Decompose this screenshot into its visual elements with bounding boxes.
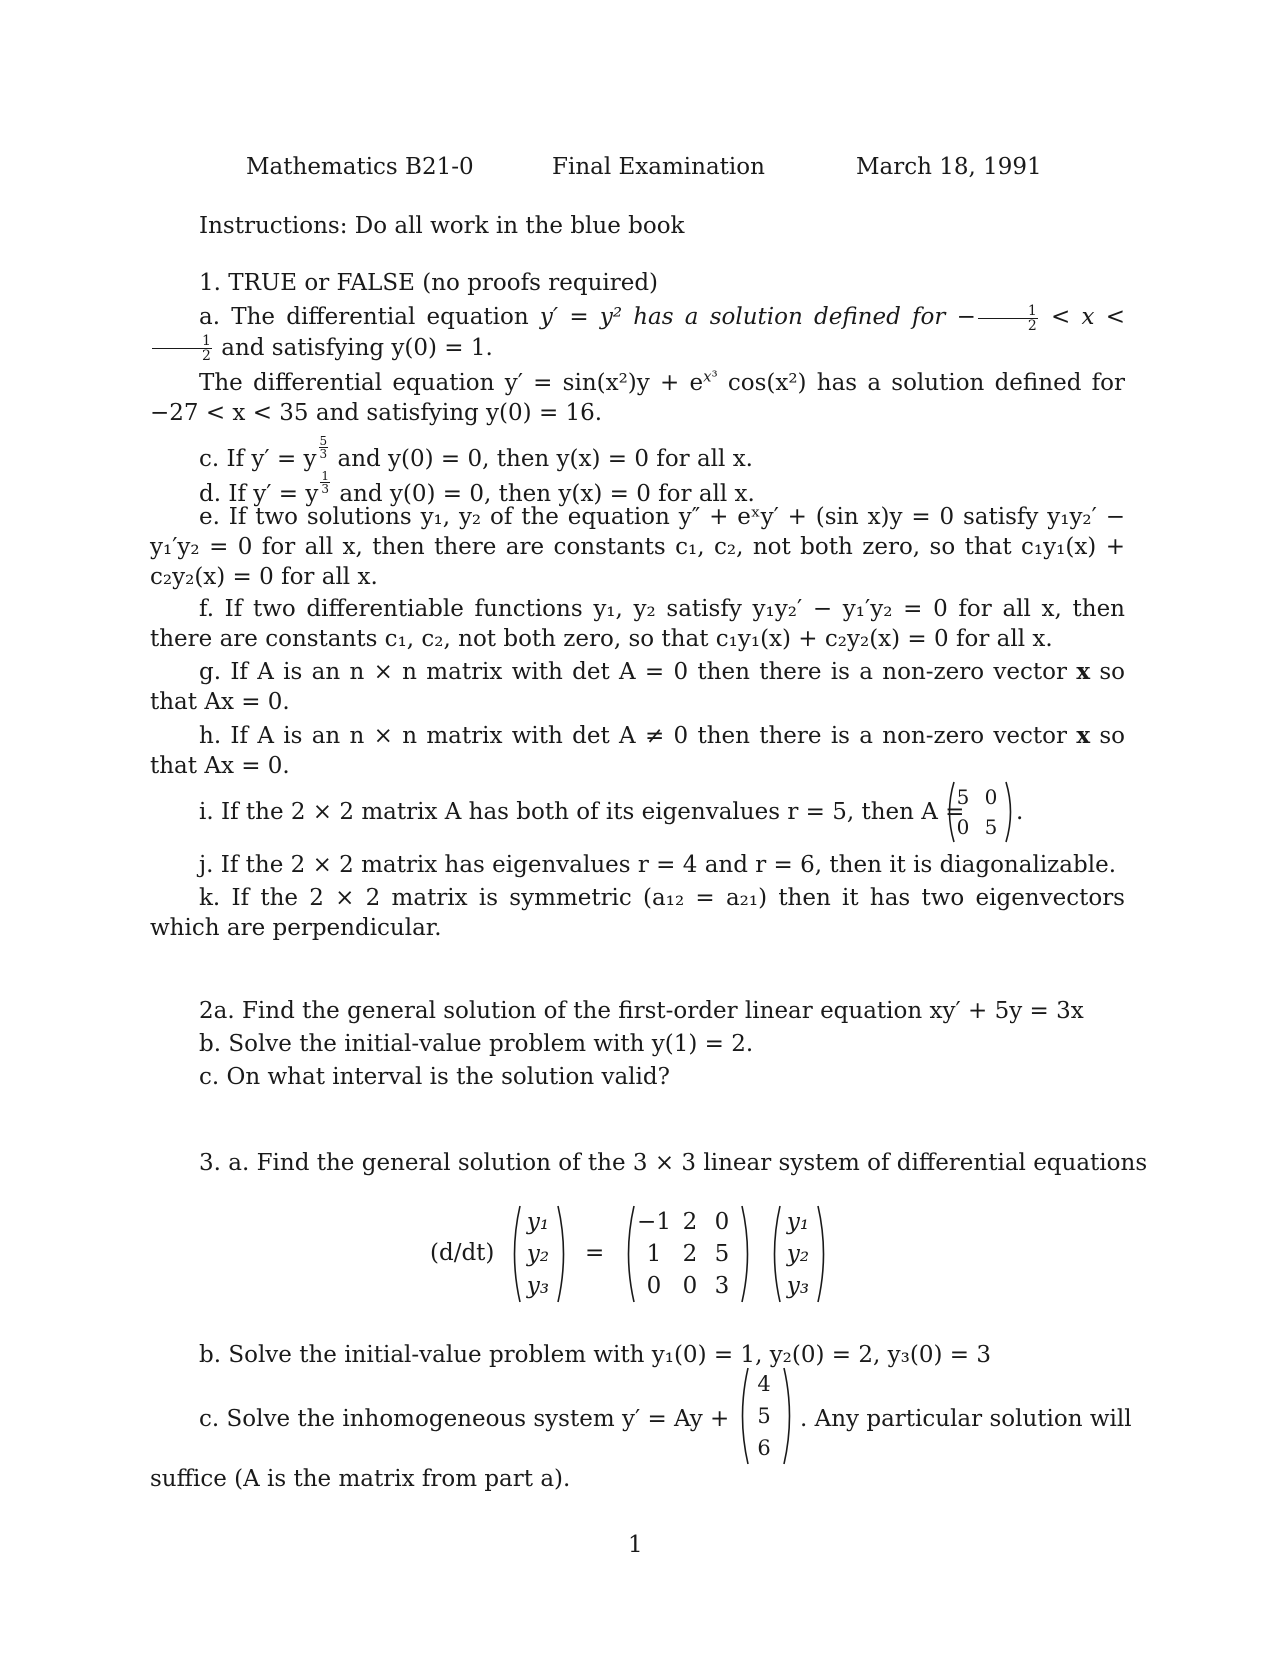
q1-i-matrix — [944, 780, 1014, 844]
q1-j: j. If the 2 × 2 matrix has eigenvalues r = 4 and r = 6, then it is diagonalizable. — [199, 852, 1117, 878]
matrix-cell: 0 — [646, 1273, 662, 1299]
vector-cell: y₃ — [526, 1273, 550, 1299]
q2-c: c. On what interval is the solution valid? — [199, 1064, 670, 1090]
matrix-cell: −1 — [637, 1209, 671, 1235]
vector-cell: y₁ — [526, 1209, 550, 1235]
matrix-cell: 0 — [956, 815, 970, 839]
q3-matrix — [622, 1204, 754, 1304]
right-paren-icon — [782, 1366, 796, 1466]
right-paren-icon — [1004, 780, 1016, 844]
q1-f: f. If two differentiable functions y₁, y₂ satisfy y₁y₂′ − y₁′y₂ = 0 for all x, then there are constants c₁, c₂, not both zero, so that c₁y₁(x) + c₂y₂(x) = 0 for all x. — [150, 596, 1125, 652]
q3-c-vector — [736, 1366, 796, 1466]
q3-equals: = — [585, 1240, 605, 1266]
vector-cell: y₂ — [526, 1241, 550, 1267]
q1-g: g. If A is an n × n matrix with det A = 0 then there is a non-zero vector x so that Ax = 0. — [150, 658, 1125, 715]
matrix-cell: 2 — [682, 1209, 698, 1235]
q3-b: b. Solve the initial-value problem with y₁(0) = 1, y₂(0) = 2, y₃(0) = 3 — [199, 1342, 991, 1368]
q2-a: 2a. Find the general solution of the first-order linear equation xy′ + 5y = 3x — [199, 998, 1084, 1024]
matrix-cell: 0 — [984, 785, 998, 809]
q1-e: e. If two solutions y₁, y₂ of the equation y″ + eˣy′ + (sin x)y = 0 satisfy y₁y₂′ − y₁′y₂ = 0 for all x, then there are constants c₁, c₂, not both zero, so that c₁y₁(x) + c₂y₂(x) = 0 for all x. — [150, 504, 1125, 590]
matrix-cell: 2 — [682, 1241, 698, 1267]
page-number: 1 — [628, 1532, 643, 1558]
header-date: March 18, 1991 — [856, 154, 1042, 180]
q1-title: 1. TRUE or FALSE (no proofs required) — [199, 270, 659, 296]
vector-cell: 5 — [757, 1404, 771, 1428]
q1-k: k. If the 2 × 2 matrix is symmetric (a₁₂ = a₂₁) then it has two eigenvectors which are perpendicular. — [150, 885, 1125, 941]
matrix-cell: 5 — [956, 785, 970, 809]
q3-c-pre: c. Solve the inhomogeneous system y′ = Ay + — [199, 1406, 730, 1432]
header-exam: Final Examination — [552, 154, 765, 180]
q1-b: The differential equation $y' = \sin(x^2)y + e^{x^3}$ cos(x²) has a solution defined for −27 < x < 35 and satisfying y(0) = 16. — [150, 367, 1126, 426]
q3-c-end: suffice (A is the matrix from part a). — [150, 1466, 571, 1492]
q3-y-vector-left — [508, 1204, 568, 1304]
q1-h: h. If A is an n × n matrix with det A ≠ 0 then there is a non-zero vector x so that Ax = 0. — [150, 722, 1125, 779]
q3-a: 3. a. Find the general solution of the 3 × 3 linear system of differential equations — [199, 1150, 1148, 1176]
vector-cell: y₂ — [786, 1241, 810, 1267]
matrix-cell: 5 — [984, 815, 998, 839]
header-course: Mathematics B21-0 — [246, 154, 474, 180]
q1-d: d. If y′ = y $\frac{1}{3}$ and y(0) = 0, then y(x) = 0 for all x. — [199, 469, 755, 507]
vector-cell: 6 — [757, 1436, 771, 1460]
matrix-cell: 0 — [682, 1273, 698, 1299]
q1-a: a. The differential equation y′ = y² has a solution defined for − $\frac{1}{2}$ < x < $\frac{1}{2}$ and satisfying y(0) = 1. — [150, 302, 1125, 363]
right-paren-icon — [816, 1204, 830, 1304]
q1-i: i. If the 2 × 2 matrix A has both of its eigenvalues r = 5, then A = — [199, 799, 965, 825]
q1-i-period: . — [1016, 799, 1024, 825]
matrix-cell: 5 — [714, 1241, 730, 1267]
q1-c: c. If y′ = y $\frac{5}{3}$ and y(0) = 0, then y(x) = 0 for all x. — [199, 434, 753, 472]
q3-ddt: (d/dt) — [430, 1240, 495, 1266]
matrix-cell: 3 — [714, 1273, 730, 1299]
vector-cell: y₁ — [786, 1209, 810, 1235]
matrix-cell: 1 — [646, 1241, 662, 1267]
matrix-cell: 0 — [714, 1209, 730, 1235]
vector-cell: 4 — [757, 1372, 771, 1396]
instructions: Instructions: Do all work in the blue book — [199, 213, 685, 239]
vector-cell: y₃ — [786, 1273, 810, 1299]
right-paren-icon — [740, 1204, 754, 1304]
q3-y-vector-right — [768, 1204, 828, 1304]
q3-c-post: . Any particular solution will — [800, 1406, 1132, 1432]
right-paren-icon — [556, 1204, 570, 1304]
q2-b: b. Solve the initial-value problem with y(1) = 2. — [199, 1031, 754, 1057]
